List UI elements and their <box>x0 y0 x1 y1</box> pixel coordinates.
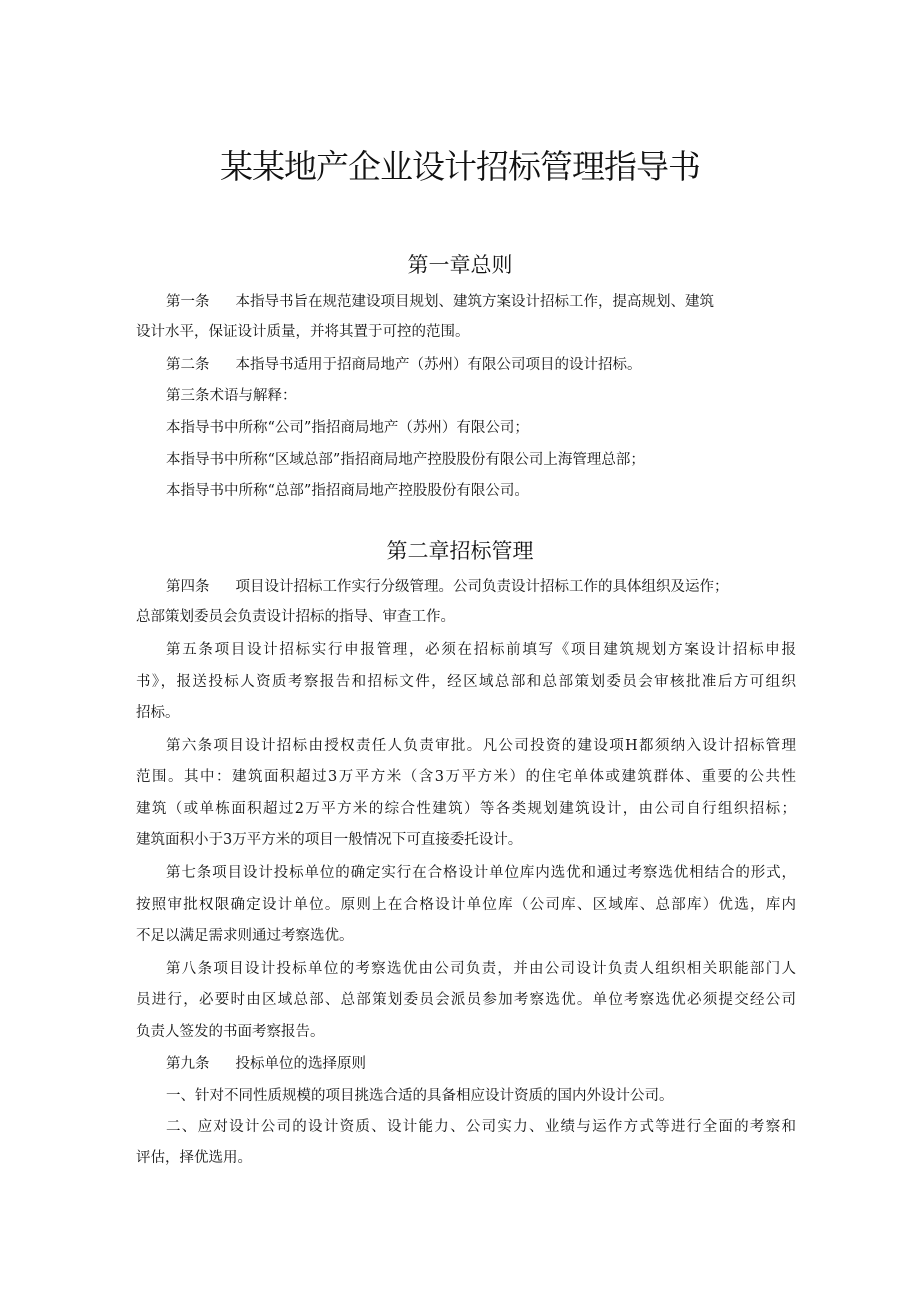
article-9-label: 第九条 <box>166 1056 210 1072</box>
article-1-line-1: 第一条 本指导书旨在规范建设项目规划、建筑方案设计招标工作，提高规划、建筑 <box>166 294 714 310</box>
article-6-line-2: 范围。其中：建筑面积超过3万平方米（含3万平方米）的住宅单体或建筑群体、重要的公共性 <box>136 769 796 785</box>
article-7-line-1: 第七条项目设计投标单位的确定实行在合格设计单位库内选优和通过考察选优相结合的形式， <box>166 865 796 881</box>
article-1-line-2: 设计水平，保证设计质量，并将其置于可控的范围。 <box>136 324 470 340</box>
article-9-item-1: 一、针对不同性质规模的项目挑选合适的具备相应设计资质的国内外设计公司。 <box>166 1088 674 1104</box>
article-4-line-2: 总部策划委员会负责设计招标的指导、审查工作。 <box>136 609 455 625</box>
article-9: 第九条 投标单位的选择原则 <box>166 1056 366 1072</box>
document-title: 某某地产企业设计招标管理指导书 <box>220 147 700 186</box>
article-5-line-2: 书》，报送投标人资质考察报告和招标文件，经区域总部和总部策划委员会审核批准后方可组织 <box>136 674 796 690</box>
article-6-line-3: 建筑（或单栋面积超过2万平方米的综合性建筑）等各类规划建筑设计，由公司自行组织招标； <box>136 801 796 817</box>
article-6-line-1: 第六条项目设计招标由授权责任人负责审批。凡公司投资的建设项H都须纳入设计招标管理 <box>166 738 796 754</box>
definition-1: 本指导书中所称“公司”指招商局地产（苏州）有限公司； <box>166 420 529 436</box>
chapter-1-heading: 第一章总则 <box>407 253 513 277</box>
article-1-label: 第一条 <box>166 294 210 310</box>
article-9-item-2-line-1: 二、应对设计公司的设计资质、设计能力、公司实力、业绩与运作方式等进行全面的考察和 <box>166 1119 796 1135</box>
article-4-line-1: 第四条 项目设计招标工作实行分级管理。公司负责设计招标工作的具体组织及运作； <box>166 579 729 595</box>
article-6-line-4: 建筑面积小于3万平方米的项目一般情况下可直接委托设计。 <box>136 832 523 848</box>
article-8-line-1: 第八条项目设计投标单位的考察选优由公司负责，并由公司设计负责人组织相关职能部门人 <box>166 961 796 977</box>
article-5-line-3: 招标。 <box>136 705 180 721</box>
article-5-line-1: 第五条项目设计招标实行申报管理，必须在招标前填写《项目建筑规划方案设计招标申报 <box>166 642 796 658</box>
article-7-line-2: 按照审批权限确定设计单位。原则上在合格设计单位库（公司库、区域库、总部库）优选，库内 <box>136 897 796 913</box>
article-4-label: 第四条 <box>166 579 210 595</box>
article-8-line-3: 负责人签发的书面考察报告。 <box>136 1024 325 1040</box>
article-7-line-3: 不足以满足需求则通过考察选优。 <box>136 928 354 944</box>
article-2-label: 第二条 <box>166 357 210 373</box>
article-9-item-2-line-2: 评估，择优选用。 <box>136 1150 252 1166</box>
article-3: 第三条术语与解释： <box>166 388 297 404</box>
chapter-2-heading: 第二章招标管理 <box>386 539 534 563</box>
article-8-line-2: 员进行，必要时由区域总部、总部策划委员会派员参加考察选优。单位考察选优必须提交经公司 <box>136 992 796 1008</box>
article-2: 第二条 本指导书适用于招商局地产（苏州）有限公司项目的设计招标。 <box>166 357 642 373</box>
definition-3: 本指导书中所称“总部”指招商局地产控股股份有限公司。 <box>166 483 529 499</box>
definition-2: 本指导书中所称“区域总部”指招商局地产控股股份有限公司上海管理总部； <box>166 452 645 468</box>
